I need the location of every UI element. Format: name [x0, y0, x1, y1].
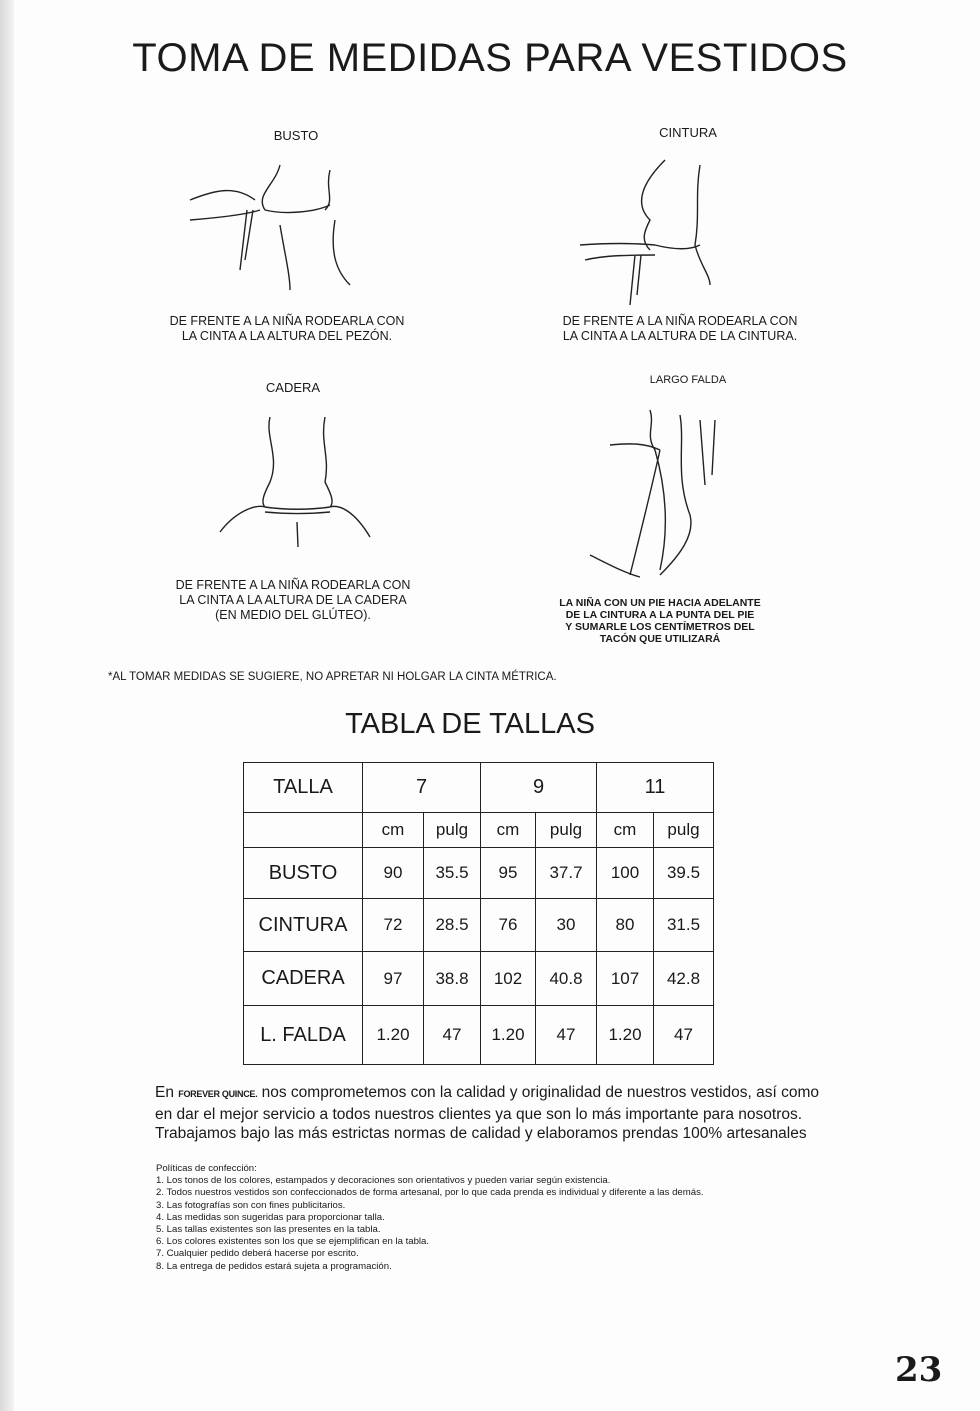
value-cell: 30 — [536, 899, 597, 952]
policy-item: 5. Las tallas existentes son las presentes en la tabla. — [156, 1224, 381, 1236]
cadera-caption: DE FRENTE A LA NIÑA RODEARLA CON LA CINTA A LA ALTURA DE LA CADERA (EN MEDIO DEL GLÚTEO). — [175, 578, 411, 622]
company-statement: En FOREVER QUINCE. nos comprometemos con la calidad y originalidad de nuestros vestidos, así como en dar el mejor servicio a todos nuestros clientes ya que son lo más importante para nosotros. Trabajamos bajo las más estrictas normas de calidad y elaboramos prendas 100% artesanales — [155, 1084, 820, 1142]
value-cell: 31.5 — [654, 899, 714, 952]
measure-name: L. FALDA — [244, 1006, 363, 1065]
units-row — [244, 813, 714, 848]
size-header: 7 — [363, 763, 481, 813]
table-row — [244, 1006, 714, 1065]
policy-item: 8. La entrega de pedidos estará sujeta a programación. — [156, 1260, 392, 1272]
largo-falda-caption: LA NIÑA CON UN PIE HACIA ADELANTE DE LA CINTURA A LA PUNTA DEL PIE Y SUMARLE LOS CENTÍMETROS DEL TACÓN QUE UTILIZARÁ — [559, 597, 761, 645]
largo-falda-label: LARGO FALDA — [649, 374, 727, 386]
value-cell: 37.7 — [536, 848, 597, 899]
size-header: 11 — [597, 763, 714, 813]
table-header-row — [244, 763, 714, 813]
table-row — [244, 848, 714, 899]
policy-item: 1. Los tonos de los colores, estampados y decoraciones son orientativos y pueden variar según existencia. — [156, 1175, 611, 1187]
value-cell: 76 — [481, 899, 536, 952]
size-header: 9 — [481, 763, 597, 813]
value-cell: 47 — [536, 1006, 597, 1065]
cadera-illustration — [210, 412, 380, 557]
value-cell: 72 — [363, 899, 424, 952]
policy-item: 4. Las medidas son sugeridas para proporcionar talla. — [156, 1211, 385, 1223]
talla-header: TALLA — [244, 763, 363, 813]
value-cell: 40.8 — [536, 952, 597, 1006]
value-cell: 35.5 — [424, 848, 481, 899]
size-table — [243, 762, 714, 1065]
measuring-note: *AL TOMAR MEDIDAS SE SUGIERE, NO APRETAR NI HOLGAR LA CINTA MÉTRICA. — [108, 671, 557, 683]
value-cell: 38.8 — [424, 952, 481, 1006]
brand-logo: FOREVER QUINCE. — [178, 1089, 258, 1099]
value-cell: 97 — [363, 952, 424, 1006]
measure-name: CADERA — [244, 952, 363, 1006]
size-table-title: TABLA DE TALLAS — [345, 708, 595, 740]
value-cell: 107 — [597, 952, 654, 1006]
unit-cell: pulg — [424, 813, 481, 848]
busto-label: BUSTO — [273, 128, 319, 143]
value-cell: 102 — [481, 952, 536, 1006]
value-cell: 47 — [424, 1006, 481, 1065]
value-cell: 1.20 — [363, 1006, 424, 1065]
cintura-label: CINTURA — [659, 125, 717, 140]
table-row — [244, 952, 714, 1006]
unit-cell: cm — [481, 813, 536, 848]
table-row — [244, 899, 714, 952]
unit-cell: cm — [363, 813, 424, 848]
page-number: 23 — [895, 1350, 943, 1390]
policies — [156, 1163, 796, 1273]
value-cell: 1.20 — [597, 1006, 654, 1065]
policy-item: 7. Cualquier pedido deberá hacerse por escrito. — [156, 1248, 359, 1260]
value-cell: 28.5 — [424, 899, 481, 952]
busto-illustration — [185, 160, 355, 295]
unit-cell: pulg — [536, 813, 597, 848]
cintura-illustration — [575, 155, 725, 310]
unit-cell: pulg — [654, 813, 714, 848]
value-cell: 1.20 — [481, 1006, 536, 1065]
measure-name: BUSTO — [244, 848, 363, 899]
page-title: TOMA DE MEDIDAS PARA VESTIDOS — [132, 36, 848, 80]
policies-title: Políticas de confección: — [156, 1163, 257, 1174]
value-cell: 100 — [597, 848, 654, 899]
measure-name: CINTURA — [244, 899, 363, 952]
value-cell: 90 — [363, 848, 424, 899]
value-cell: 47 — [654, 1006, 714, 1065]
scan-edge — [0, 0, 14, 1411]
policy-item: 2. Todos nuestros vestidos son confeccionados de forma artesanal, por lo que cada prenda es individual y diferente a las demás. — [156, 1187, 704, 1199]
cintura-caption: DE FRENTE A LA NIÑA RODEARLA CON LA CINTA A LA ALTURA DE LA CINTURA. — [562, 314, 798, 343]
busto-caption: DE FRENTE A LA NIÑA RODEARLA CON LA CINTA A LA ALTURA DEL PEZÓN. — [169, 314, 405, 343]
unit-cell: cm — [597, 813, 654, 848]
value-cell: 80 — [597, 899, 654, 952]
value-cell: 95 — [481, 848, 536, 899]
value-cell: 42.8 — [654, 952, 714, 1006]
policy-item: 6. Los colores existentes son los que se ejemplifican en la tabla. — [156, 1236, 430, 1248]
cadera-label: CADERA — [265, 380, 321, 395]
largo-falda-illustration — [580, 405, 730, 590]
value-cell: 39.5 — [654, 848, 714, 899]
policy-item: 3. Las fotografías son con fines publicitarios. — [156, 1199, 346, 1211]
